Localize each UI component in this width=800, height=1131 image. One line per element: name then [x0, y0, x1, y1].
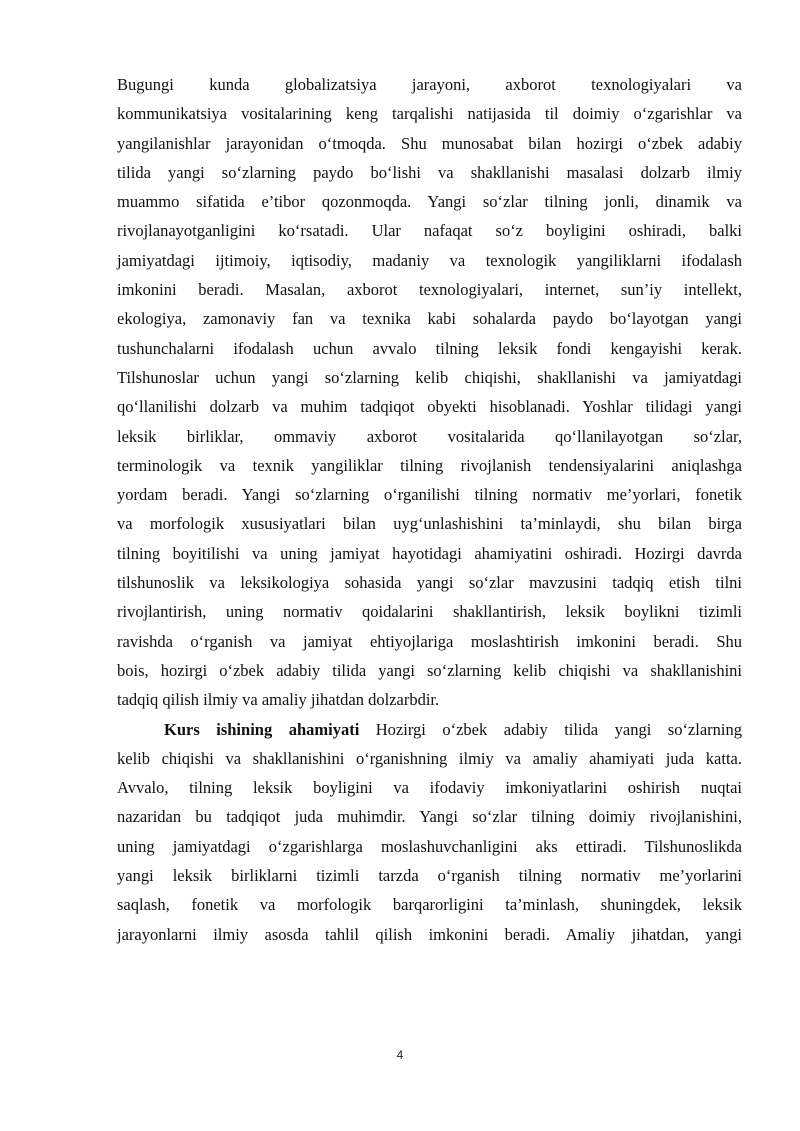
page-number: 4: [396, 1048, 404, 1062]
text-line: tilning boyitilishi va uning jamiyat hayotidagi ahamiyatini oshiradi. Hozirgi davrda: [117, 543, 742, 563]
text-line: tilida yangi so‘zlarning paydo bo‘lishi va shakllanishi masalasi dolzarb ilmiy: [117, 162, 742, 182]
text-line: qo‘llanilishi dolzarb va muhim tadqiqot obyekti hisoblanadi. Yoshlar tilidagi yangi: [117, 397, 742, 417]
text-line: muammo sifatida e’tibor qozonmoqda. Yangi so‘zlar tilning jonli, dinamik va: [117, 192, 742, 212]
text-line: kommunikatsiya vositalarining keng tarqalishi natijasida til doimiy o‘zgarishlar va: [117, 104, 742, 124]
text-line: saqlash, fonetik va morfologik barqarorligini ta’minlash, shuningdek, leksik: [117, 895, 742, 915]
text-line: rivojlanayotganligini ko‘rsatadi. Ular nafaqat so‘z boyligini oshiradi, balki: [117, 221, 742, 241]
paragraph-1: [117, 70, 742, 715]
text-line: imkonini beradi. Masalan, axborot texnologiyalari, internet, sun’iy intellekt,: [117, 280, 742, 300]
text-line: jarayonlarni ilmiy asosda tahlil qilish imkonini beradi. Amaliy jihatdan, yangi: [117, 924, 742, 944]
text-line: ekologiya, zamonaviy fan va texnika kabi sohalarda paydo bo‘layotgan yangi: [117, 309, 742, 329]
paragraph-2: [117, 715, 742, 949]
section-heading: Kurs ishining ahamiyati: [164, 719, 360, 739]
text-line: bois, hozirgi o‘zbek adabiy tilida yangi so‘zlarning kelib chiqishi va shakllanishini: [117, 660, 742, 680]
text-line: tadqiq qilish ilmiy va amaliy jihatdan dolzarbdir.: [117, 690, 440, 710]
text-line: Bugungi kunda globalizatsiya jarayoni, axborot texnologiyalari va: [117, 75, 742, 94]
text-line: jamiyatdagi ijtimoiy, iqtisodiy, madaniy va texnologik yangiliklarni ifodalash: [117, 250, 742, 270]
text-line: va morfologik xususiyatlari bilan uyg‘unlashishini ta’minlaydi, shu bilan birga: [117, 514, 742, 534]
text-line: leksik birliklar, ommaviy axborot vositalarida qo‘llanilayotgan so‘zlar,: [117, 426, 742, 446]
body-text: [117, 70, 742, 949]
text-line: Avvalo, tilning leksik boyligini va ifodaviy imkoniyatlarini oshirish nuqtai: [117, 778, 742, 798]
text-line: rivojlantirish, uning normativ qoidalarini shakllantirish, leksik boylikni tizimli: [117, 602, 742, 622]
paragraph-2-first-line: [117, 715, 742, 744]
text-line: Tilshunoslar uchun yangi so‘zlarning kelib chiqishi, shakllanishi va jamiyatdagi: [117, 367, 742, 387]
text-line: yangi leksik birliklarni tizimli tarzda o‘rganish tilning normativ me’yorlarini: [117, 866, 742, 886]
paragraph-2-first-line-text: Hozirgi o‘zbek adabiy tilida yangi so‘zlarning: [359, 719, 742, 739]
text-line: nazaridan bu tadqiqot juda muhimdir. Yangi so‘zlar tilning doimiy rivojlanishini,: [117, 807, 742, 827]
text-line: tilshunoslik va leksikologiya sohasida yangi so‘zlar mavzusini tadqiq etish tilni: [117, 573, 742, 593]
text-line: kelib chiqishi va shakllanishini o‘rganishning ilmiy va amaliy ahamiyati juda katta.: [117, 748, 742, 768]
text-line: ravishda o‘rganish va jamiyat ehtiyojlariga moslashtirish imkonini beradi. Shu: [117, 631, 742, 651]
text-line: uning jamiyatdagi o‘zgarishlarga moslashuvchanligini aks ettiradi. Tilshunoslikda: [117, 836, 742, 856]
text-line: tushunchalarni ifodalash uchun avvalo tilning leksik fondi kengayishi kerak.: [117, 338, 742, 358]
text-line: yangilanishlar jarayonidan o‘tmoqda. Shu munosabat bilan hozirgi o‘zbek adabiy: [117, 133, 742, 153]
text-line: terminologik va texnik yangiliklar tilning rivojlanish tendensiyalarini aniqlashga: [117, 455, 742, 475]
text-line: yordam beradi. Yangi so‘zlarning o‘rganilishi tilning normativ me’yorlari, fonetik: [117, 485, 742, 505]
